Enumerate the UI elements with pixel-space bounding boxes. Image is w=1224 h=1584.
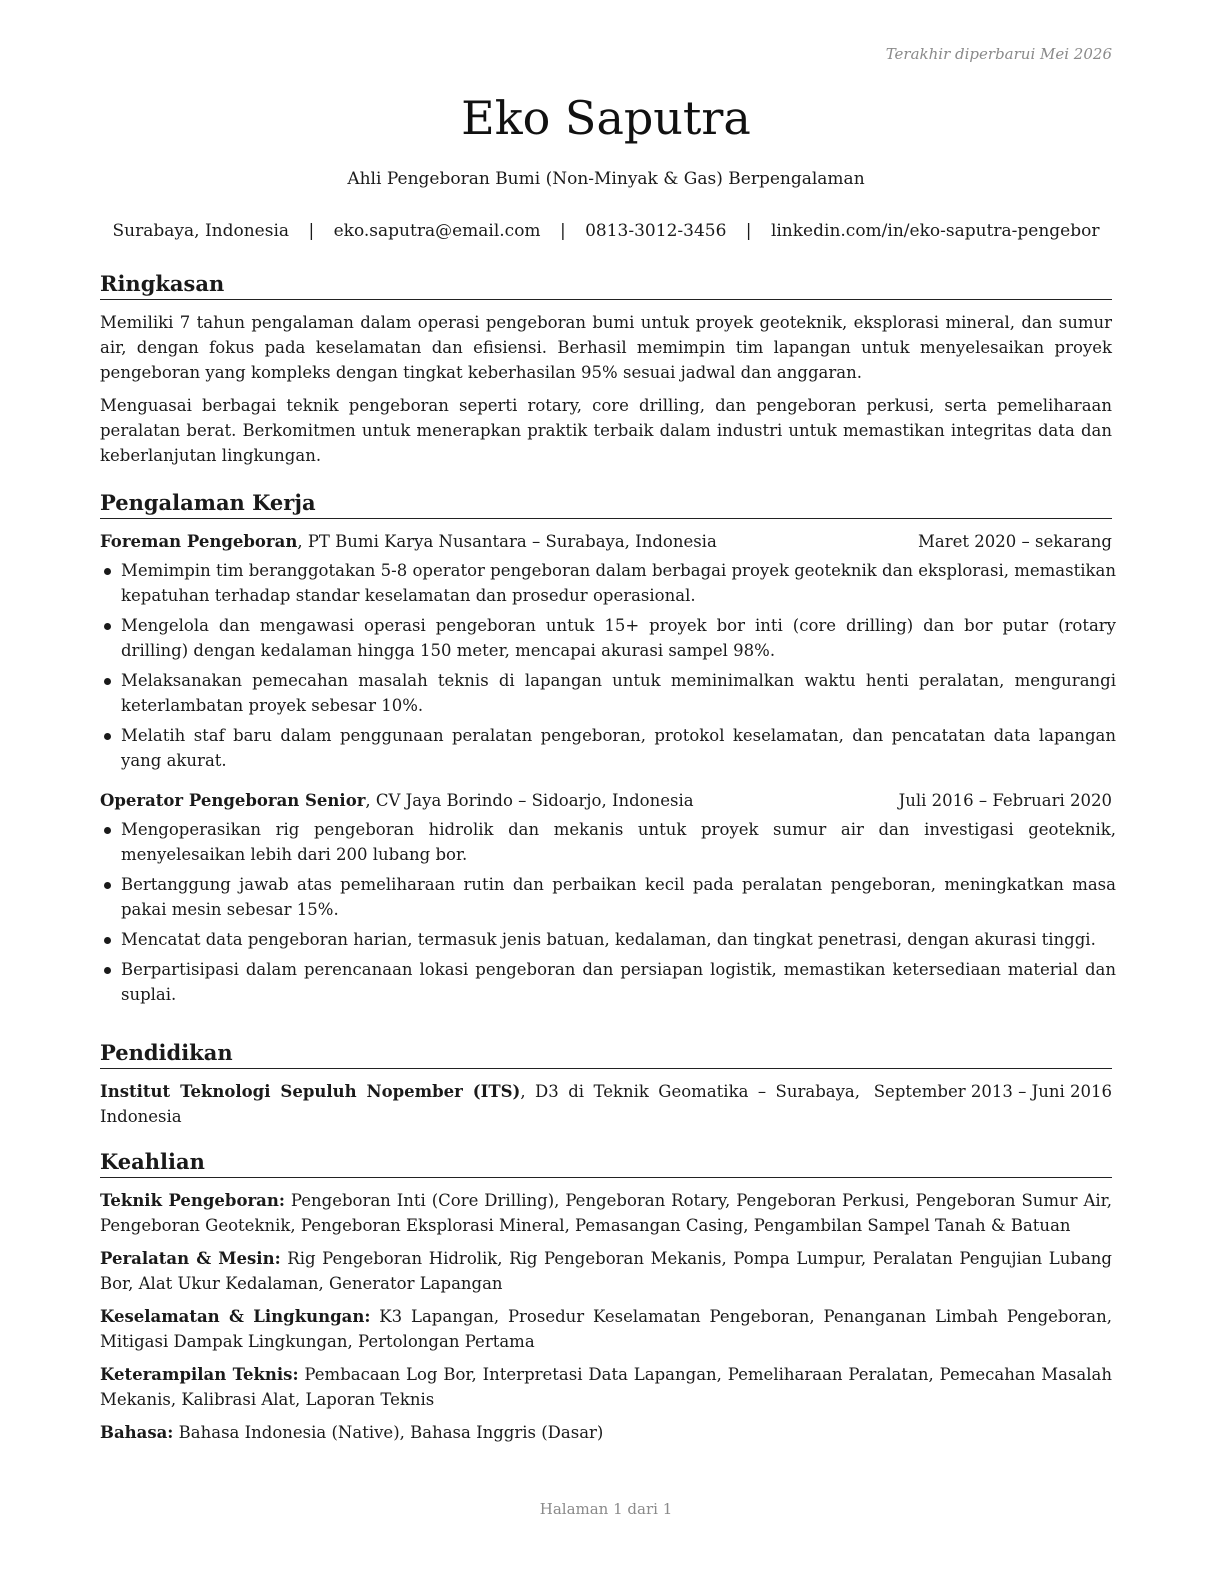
job-bullet: Melaksanakan pemecahan masalah teknis di lapangan untuk meminimalkan waktu henti peralatan, mengurangi keterlambatan proyek sebesar 10%. xyxy=(100,668,1116,718)
skill-group xyxy=(100,1246,1112,1296)
skill-label: Peralatan & Mesin: xyxy=(100,1249,281,1268)
skill-label: Teknik Pengeboran: xyxy=(100,1191,285,1210)
job-bullets xyxy=(100,817,1116,1007)
job-bullet: Melatih staf baru dalam penggunaan peralatan pengeboran, protokol keselamatan, dan pencatatan data lapangan yang akurat. xyxy=(100,723,1116,773)
contact-separator: | xyxy=(745,221,752,241)
skill-label: Bahasa: xyxy=(100,1423,174,1442)
contact-phone[interactable]: 0813-3012-3456 xyxy=(585,221,727,241)
education-section xyxy=(100,1039,1112,1129)
section-title-summary: Ringkasan xyxy=(100,270,1112,300)
contact-email[interactable]: eko.saputra@email.com xyxy=(333,221,541,241)
skill-text: Pengeboran Inti (Core Drilling), Pengeboran Rotary, Pengeboran Perkusi, Pengeboran Sumur Air, Pengeboran Geoteknik, Pengeboran Eksplorasi Mineral, Pemasangan Casing, Pengambilan Sampel Tanah & Batuan xyxy=(100,1191,1113,1235)
job-bullet: Berpartisipasi dalam perencanaan lokasi pengeboran dan persiapan logistik, memastikan ketersediaan material dan suplai. xyxy=(100,957,1116,1007)
job-entry xyxy=(100,788,1116,1007)
skill-group xyxy=(100,1188,1112,1238)
job-dates: Maret 2020 – sekarang xyxy=(918,532,1112,551)
education-institution-line xyxy=(100,1079,860,1129)
job-entry xyxy=(100,529,1116,773)
contact-separator: | xyxy=(308,221,315,241)
page-number: Halaman 1 dari 1 xyxy=(539,1500,673,1518)
education-entry xyxy=(100,1079,1112,1129)
education-dates: September 2013 – Juni 2016 xyxy=(873,1082,1112,1101)
education-school: Institut Teknologi Sepuluh Nopember (ITS) xyxy=(100,1082,521,1101)
education-detail: , D3 di Teknik Geomatika – Surabaya, Indonesia xyxy=(100,1082,860,1126)
section-title-experience: Pengalaman Kerja xyxy=(100,489,1112,519)
section-title-skills: Keahlian xyxy=(100,1148,1112,1178)
job-org: , CV Jaya Borindo – Sidoarjo, Indonesia xyxy=(365,791,694,810)
job-bullet: Mencatat data pengeboran harian, termasuk jenis batuan, kedalaman, dan tingkat penetrasi, dengan akurasi tinggi. xyxy=(100,927,1116,952)
job-title-line xyxy=(100,529,717,554)
job-role: Foreman Pengeboran xyxy=(100,532,298,551)
contact-separator: | xyxy=(559,221,566,241)
summary-paragraph: Memiliki 7 tahun pengalaman dalam operasi pengeboran bumi untuk proyek geoteknik, eksplorasi mineral, dan sumur air, dengan fokus pada keselamatan dan efisiensi. Berhasil memimpin tim lapangan untuk menyelesaikan proyek pengeboran yang kompleks dengan tingkat keberhasilan 95% sesuai jadwal dan anggaran. xyxy=(100,313,1112,382)
skill-text: Rig Pengeboran Hidrolik, Rig Pengeboran Mekanis, Pompa Lumpur, Peralatan Pengujian Lubang Bor, Alat Ukur Kedalaman, Generator Lapangan xyxy=(100,1249,1112,1293)
section-title-education: Pendidikan xyxy=(100,1039,1112,1069)
contact-location: Surabaya, Indonesia xyxy=(112,221,290,241)
job-header xyxy=(100,788,1112,813)
skill-group xyxy=(100,1420,1112,1445)
job-role: Operator Pengeboran Senior xyxy=(100,791,366,810)
skill-group xyxy=(100,1304,1112,1354)
skill-text: Bahasa Indonesia (Native), Bahasa Inggris (Dasar) xyxy=(173,1423,604,1442)
job-bullet: Bertanggung jawab atas pemeliharaan rutin dan perbaikan kecil pada peralatan pengeboran, meningkatkan masa pakai mesin sebesar 15%. xyxy=(100,872,1116,922)
skill-label: Keterampilan Teknis: xyxy=(100,1365,299,1384)
skill-group xyxy=(100,1362,1112,1412)
headline: Ahli Pengeboran Bumi (Non-Minyak & Gas) Berpengalaman xyxy=(347,169,865,189)
resume-page xyxy=(100,0,1116,1584)
job-title-line xyxy=(100,788,694,813)
summary-paragraph: Menguasai berbagai teknik pengeboran seperti rotary, core drilling, dan pengeboran perkusi, serta pemeliharaan peralatan berat. Berkomitmen untuk menerapkan praktik terbaik dalam industri untuk memastikan integritas data dan keberlanjutan lingkungan. xyxy=(100,396,1112,465)
candidate-name: Eko Saputra xyxy=(461,91,751,145)
contact-line xyxy=(76,218,1136,244)
experience-section xyxy=(100,489,1116,1012)
skill-text: K3 Lapangan, Prosedur Keselamatan Pengeboran, Penanganan Limbah Pengeboran, Mitigasi Dampak Lingkungan, Pertolongan Pertama xyxy=(100,1307,1112,1351)
contact-linkedin[interactable]: linkedin.com/in/eko-saputra-pengebor xyxy=(770,221,1100,241)
job-header xyxy=(100,529,1112,554)
job-bullet: Mengoperasikan rig pengeboran hidrolik dan mekanis untuk proyek sumur air dan investigasi geoteknik, menyelesaikan lebih dari 200 lubang bor. xyxy=(100,817,1116,867)
skill-text: Pembacaan Log Bor, Interpretasi Data Lapangan, Pemeliharaan Peralatan, Pemecahan Masalah Mekanis, Kalibrasi Alat, Laporan Teknis xyxy=(100,1365,1112,1409)
skill-label: Keselamatan & Lingkungan: xyxy=(100,1307,371,1326)
job-bullet: Mengelola dan mengawasi operasi pengeboran untuk 15+ proyek bor inti (core drilling) dan bor putar (rotary drilling) dengan kedalaman hingga 150 meter, mencapai akurasi sampel 98%. xyxy=(100,613,1116,663)
job-dates: Juli 2016 – Februari 2020 xyxy=(898,791,1112,810)
job-bullet: Memimpin tim beranggotakan 5-8 operator pengeboran dalam berbagai proyek geoteknik dan eksplorasi, memastikan kepatuhan terhadap standar keselamatan dan prosedur operasional. xyxy=(100,558,1116,608)
job-bullets xyxy=(100,558,1116,773)
summary-section xyxy=(100,270,1112,476)
job-org: , PT Bumi Karya Nusantara – Surabaya, Indonesia xyxy=(297,532,717,551)
last-updated-note: Terakhir diperbarui Mei 2026 xyxy=(885,45,1112,63)
skills-section xyxy=(100,1148,1112,1453)
